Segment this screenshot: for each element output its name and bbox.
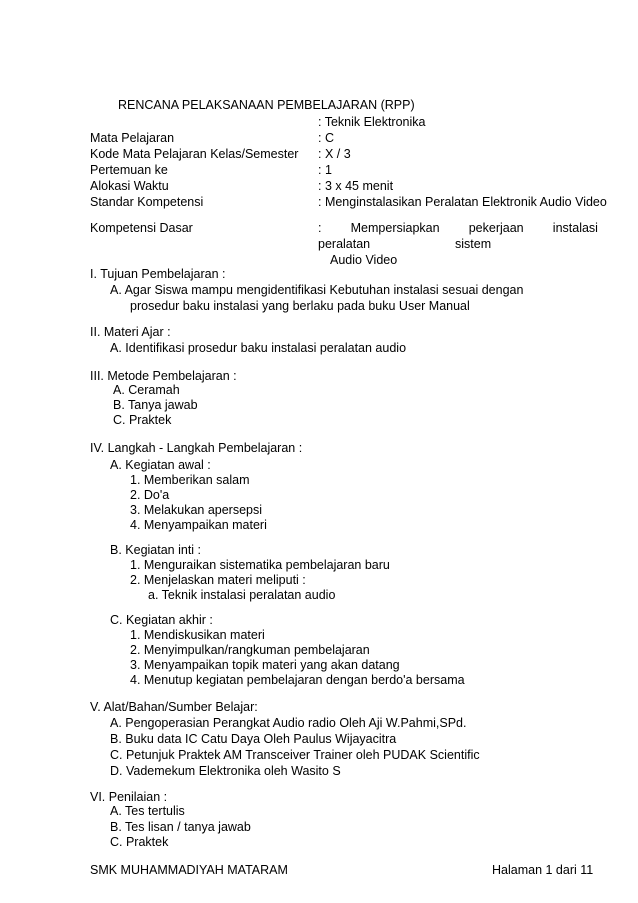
penilaian-item: C. Praktek [110, 835, 169, 849]
section-heading-materi: II. Materi Ajar : [90, 325, 171, 339]
kompetensi-dasar-line-1 [318, 220, 598, 236]
section-heading-metode: III. Metode Pembelajaran : [90, 369, 237, 383]
section-heading-alat: V. Alat/Bahan/Sumber Belajar: [90, 700, 258, 714]
mata-pelajaran-label: Mata Pelajaran [90, 131, 175, 145]
kegiatan-akhir-item: 1. Mendiskusikan materi [130, 628, 265, 642]
kegiatan-inti-item: 2. Menjelaskan materi meliputi : [130, 573, 306, 587]
kegiatan-akhir-item: 3. Menyampaikan topik materi yang akan datang [130, 658, 400, 672]
kode-kelas-label: Kode Mata Pelajaran Kelas/Semester [90, 147, 299, 161]
program-keahlian-value: : Teknik Elektronika [318, 115, 426, 129]
alat-item: A. Pengoperasian Perangkat Audio radio Oleh Aji W.Pahmi,SPd. [110, 716, 467, 730]
kd-word: sistem [455, 237, 492, 251]
section-heading-tujuan: I. Tujuan Pembelajaran : [90, 267, 226, 281]
kompetensi-dasar-line-3: Audio Video [330, 253, 398, 267]
metode-item: A. Ceramah [113, 383, 180, 397]
kegiatan-akhir-item: 4. Menutup kegiatan pembelajaran dengan berdo'a bersama [130, 673, 465, 687]
standar-kompetensi-value: : Menginstalasikan Peralatan Elektronik Audio Video [318, 195, 607, 209]
kd-word: peralatan [318, 237, 371, 251]
metode-item: C. Praktek [113, 413, 172, 427]
alat-item: C. Petunjuk Praktek AM Transceiver Trainer oleh PUDAK Scientific [110, 748, 480, 762]
footer-school-name: SMK MUHAMMADIYAH MATARAM [90, 863, 288, 877]
materi-item-a: A. Identifikasi prosedur baku instalasi peralatan audio [110, 341, 407, 355]
tujuan-item-a-continued: prosedur baku instalasi yang berlaku pada buku User Manual [130, 299, 470, 313]
kegiatan-akhir-heading: C. Kegiatan akhir : [110, 613, 213, 627]
kegiatan-awal-heading: A. Kegiatan awal : [110, 458, 211, 472]
section-heading-langkah: IV. Langkah - Langkah Pembelajaran : [90, 441, 303, 455]
kegiatan-akhir-item: 2. Menyimpulkan/rangkuman pembelajaran [130, 643, 370, 657]
mata-pelajaran-value: : C [318, 131, 334, 145]
kd-word: : [318, 221, 322, 235]
penilaian-item: A. Tes tertulis [110, 804, 185, 818]
alokasi-waktu-value: : 3 x 45 menit [318, 179, 394, 193]
section-heading-penilaian: VI. Penilaian : [90, 790, 168, 804]
alat-item: B. Buku data IC Catu Daya Oleh Paulus Wijayacitra [110, 732, 397, 746]
alat-item: D. Vademekum Elektronika oleh Wasito S [110, 764, 341, 778]
alokasi-waktu-label: Alokasi Waktu [90, 179, 169, 193]
kd-word: instalasi [552, 221, 598, 235]
kegiatan-awal-item: 2. Do'a [130, 488, 170, 502]
kegiatan-inti-item: 1. Menguraikan sistematika pembelajaran baru [130, 558, 390, 572]
kegiatan-awal-item: 4. Menyampaikan materi [130, 518, 267, 532]
kegiatan-awal-item: 1. Memberikan salam [130, 473, 250, 487]
tujuan-item-a: A. Agar Siswa mampu mengidentifikasi Kebutuhan instalasi sesuai dengan [110, 283, 524, 297]
kd-word: Mempersiapkan [350, 221, 440, 235]
kompetensi-dasar-label: Kompetensi Dasar [90, 221, 193, 235]
footer-page-number: Halaman 1 dari 11 [492, 863, 594, 877]
kd-word: pekerjaan [468, 221, 524, 235]
pertemuan-label: Pertemuan ke [90, 163, 168, 177]
kegiatan-inti-heading: B. Kegiatan inti : [110, 543, 202, 557]
pertemuan-value: : 1 [318, 163, 332, 177]
kegiatan-inti-subitem: a. Teknik instalasi peralatan audio [148, 588, 336, 602]
metode-item: B. Tanya jawab [113, 398, 198, 412]
document-title: RENCANA PELAKSANAAN PEMBELAJARAN (RPP) [118, 98, 415, 112]
penilaian-item: B. Tes lisan / tanya jawab [110, 820, 251, 834]
kode-kelas-value: : X / 3 [318, 147, 351, 161]
standar-kompetensi-label: Standar Kompetensi [90, 195, 204, 209]
kegiatan-awal-item: 3. Melakukan apersepsi [130, 503, 263, 517]
